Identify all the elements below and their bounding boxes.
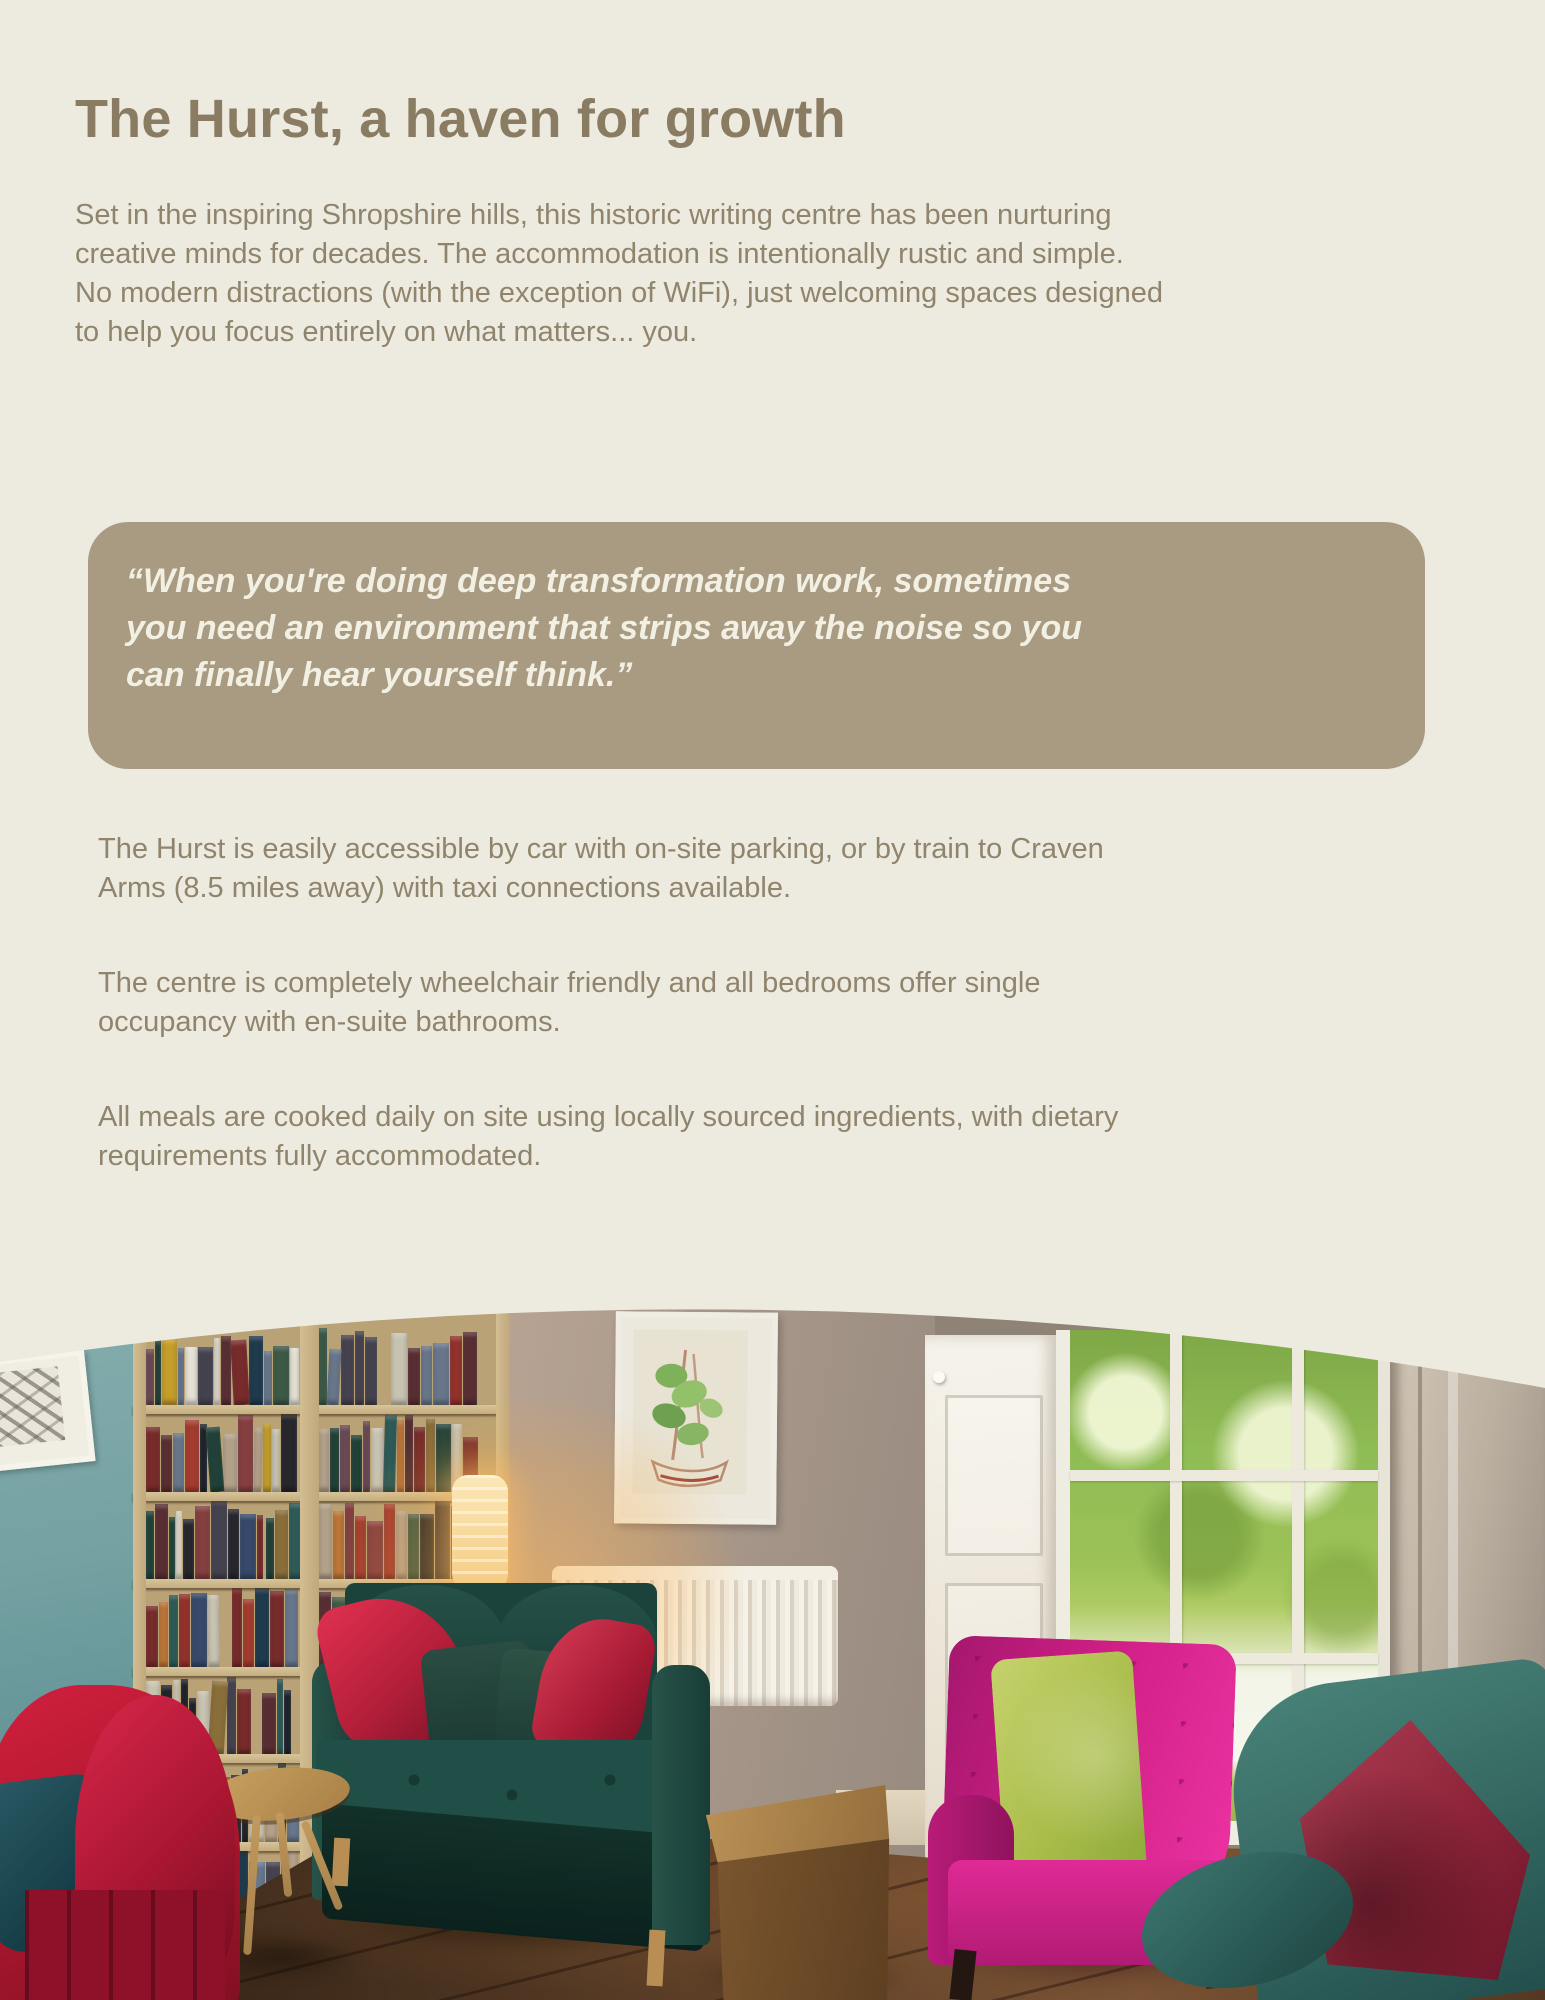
book-spine	[319, 1429, 329, 1492]
book-spine	[159, 1602, 168, 1667]
sofa-arm-right	[652, 1665, 710, 1945]
book-spine	[185, 1420, 199, 1492]
book-spine	[146, 1427, 160, 1492]
body-paragraph-travel: The Hurst is easily accessible by car with on-site parking, or by train to Craven Arms (8.5 miles away) with taxi connections available.	[98, 833, 1104, 904]
book-spine	[191, 1593, 207, 1667]
body-copy	[98, 830, 1158, 1232]
book-spine	[330, 1428, 339, 1492]
book-spine	[161, 1435, 172, 1492]
bookshelf-cell	[146, 1491, 300, 1579]
book-spine	[223, 1434, 237, 1492]
book-spine	[255, 1588, 269, 1667]
book-spine	[340, 1425, 350, 1492]
intro-paragraph: Set in the inspiring Shropshire hills, this historic writing centre has been nurturing creative minds for decades. The accommodation is intentionally rustic and simple. No modern distractions (with the exception of WiFi), just welcoming spaces designed to help you focus entirely on what matters... you.	[75, 199, 1163, 348]
book-spine	[351, 1435, 362, 1492]
book-spine	[169, 1517, 175, 1579]
book-spine	[285, 1589, 298, 1667]
lounge-photo	[0, 1300, 1545, 2000]
book-spine	[281, 1414, 297, 1492]
book-spine	[211, 1500, 227, 1579]
book-spine	[243, 1599, 254, 1667]
sofa-leg	[647, 1930, 666, 1987]
book-spine	[257, 1515, 263, 1579]
book-spine	[146, 1511, 154, 1579]
book-spine	[253, 1428, 263, 1492]
book-spine	[270, 1591, 284, 1667]
book-spine	[237, 1689, 251, 1754]
book-spine	[289, 1503, 300, 1579]
book-spine	[277, 1679, 283, 1754]
book-spine	[272, 1429, 280, 1492]
red-armchair-skirt	[25, 1890, 225, 2000]
quote-text: “When you're doing deep transformation work, sometimes you need an environment that strips away the noise so you can finally hear yourself think.”	[126, 562, 1082, 694]
page-title: The Hurst, a haven for growth	[75, 89, 846, 149]
book-spine	[262, 1693, 276, 1754]
book-spine	[173, 1433, 184, 1492]
window-muntin-horizontal	[1070, 1470, 1378, 1481]
book-spine	[319, 1504, 332, 1579]
book-spine	[238, 1415, 253, 1492]
book-spine	[169, 1595, 178, 1667]
book-spine	[208, 1595, 220, 1667]
book-spine	[232, 1588, 242, 1667]
bookshelf-cell	[146, 1579, 300, 1667]
quote-box	[88, 522, 1425, 769]
book-spine	[179, 1594, 190, 1667]
book-spine	[275, 1510, 288, 1579]
sofa-leg	[332, 1838, 350, 1887]
book-spine	[176, 1511, 182, 1579]
book-spine	[284, 1690, 291, 1754]
paper-floor-lamp	[452, 1475, 508, 1590]
curved-top-mask	[0, 1300, 1545, 1420]
book-spine	[227, 1677, 236, 1754]
book-spine	[183, 1519, 194, 1579]
book-spine	[240, 1514, 256, 1579]
book-spine	[146, 1606, 158, 1667]
book-spine	[228, 1509, 239, 1579]
book-spine	[266, 1518, 274, 1579]
book-spine	[195, 1506, 210, 1579]
book-spine	[263, 1423, 271, 1492]
book-spine	[155, 1504, 168, 1579]
body-paragraph-accessibility: The centre is completely wheelchair friendly and all bedrooms offer single occupancy with en-suite bathrooms.	[98, 967, 1041, 1038]
book-spine	[206, 1427, 225, 1492]
body-paragraph-meals: All meals are cooked daily on site using locally sourced ingredients, with dietary requirements fully accommodated.	[98, 1101, 1119, 1172]
